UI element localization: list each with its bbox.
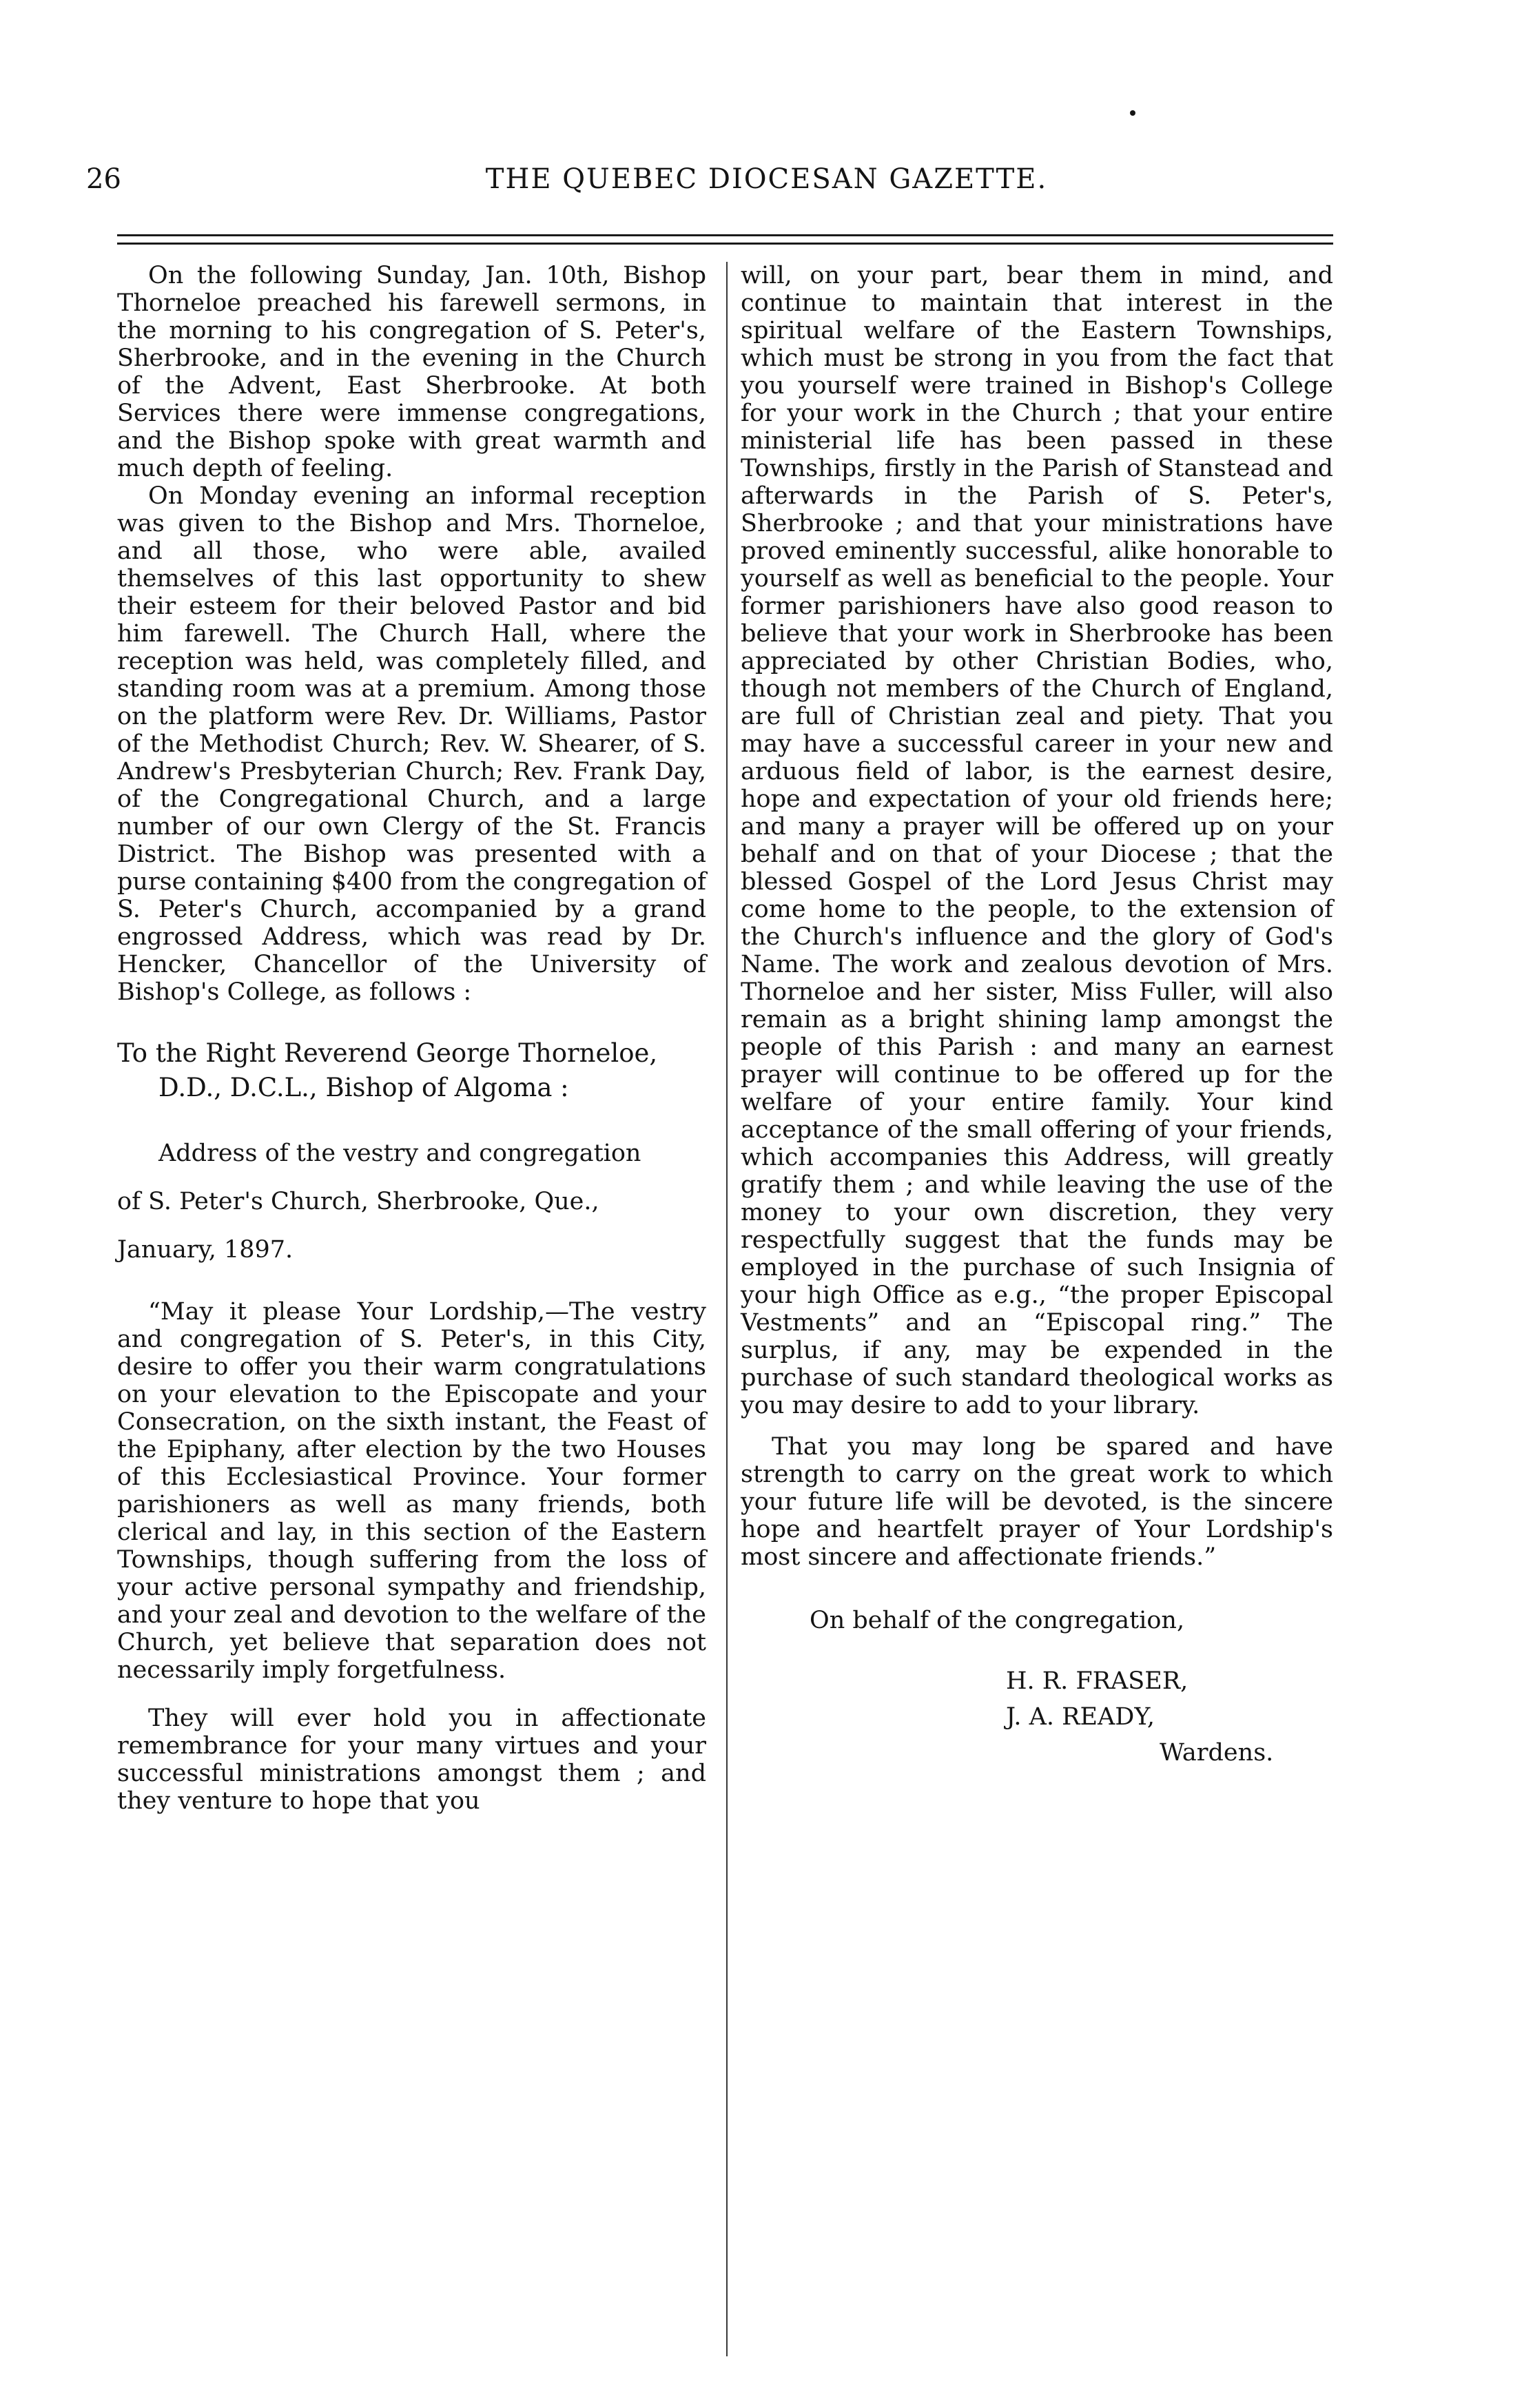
right-column: [741, 262, 1333, 1767]
header-rule-top: [117, 234, 1333, 236]
signoff-line: On behalf of the congregation,: [810, 1607, 1185, 1634]
paragraph-closing-prayer: That you may long be spared and have strength to carry on the great work to which your future life will be devoted, is the sincere hope and heartfelt prayer of Your Lordship's most sincere and affectionate friends.”: [741, 1433, 1333, 1571]
paragraph-sunday-sermons: On the following Sunday, Jan. 10th, Bishop Thorneloe preached his farewell sermons, in the morning to his congregation of S. Peter's, Sherbrooke, and in the evening in the Church of the Advent, East Sherbrooke. At both Services there were immense congregations, and the Bishop spoke with great warmth and much depth of feeling.: [117, 262, 706, 482]
address-recipient-line-2: D.D., D.C.L., Bishop of Algoma :: [158, 1073, 569, 1102]
address-date: January, 1897.: [117, 1236, 294, 1264]
signer-fraser: H. R. FRASER,: [1006, 1667, 1189, 1695]
stray-dot: [1130, 110, 1135, 116]
address-subtitle-line-1: Address of the vestry and congregation: [158, 1140, 641, 1167]
address-recipient-line-1: To the Right Reverend George Thorneloe,: [117, 1038, 658, 1068]
signer-ready: J. A. READY,: [1006, 1703, 1155, 1731]
paragraph-address-opening: “May it please Your Lordship,—The vestry and congregation of S. Peter's, in this City, desire to offer you their warm congratulations on your elevation to the Episcopate and your Consecration, on the sixth instant, the Feast of the Epiphany, after election by the two Houses of this Ecclesiastical Province. Your former parishioners as well as many friends, both clerical and lay, in this section of the Eastern Townships, though suffering from the loss of your active personal sympathy and friendship, and your zeal and devotion to the welfare of the Church, yet believe that separation does not necessarily imply forgetfulness.: [117, 1298, 706, 1684]
running-head: THE QUEBEC DIOCESAN GAZETTE.: [485, 163, 1048, 195]
column-divider: [726, 262, 728, 2356]
page-number: 26: [86, 163, 121, 195]
paragraph-remembrance: They will ever hold you in affectionate remembrance for your many virtues and your successful ministrations amongst them ; and they venture to hope that you: [117, 1705, 706, 1815]
paragraph-address-continued: will, on your part, bear them in mind, and continue to maintain that interest in the spiritual welfare of the Eastern Townships, which must be strong in you from the fact that you yourself were trained in Bishop's College for your work in the Church ; that your entire ministerial life has been passed in these Townships, firstly in the Parish of Stanstead and afterwards in the Parish of S. Peter's, Sherbrooke ; and that your ministrations have proved eminently successful, alike honorable to yourself as well as beneficial to the people. Your former parishioners have also good reason to believe that your work in Sherbrooke has been appreciated by other Christian Bodies, who, though not members of the Church of England, are full of Christian zeal and piety. That you may have a successful career in your new and arduous field of labor, is the earnest desire, hope and expectation of your old friends here; and many a prayer will be offered up on your behalf and on that of your Diocese ; that the blessed Gospel of the Lord Jesus Christ may come home to the people, to the extension of the Church's influence and the glory of God's Name. The work and zealous devotion of Mrs. Thorneloe and her sister, Miss Fuller, will also remain as a bright shining lamp amongst the people of this Parish : and many an earnest prayer will continue to be offered up for the welfare of your entire family. Your kind acceptance of the small offering of your friends, which accompanies this Address, will greatly gratify them ; and while leaving the use of the money to your own discretion, they very respectfully suggest that the funds may be employed in the purchase of such Insignia of your high Office as e.g., “the proper Episcopal Vestments” and an “Episcopal ring.” The surplus, if any, may be expended in the purchase of such standard theological works as you may desire to add to your library.: [741, 262, 1333, 1419]
header-rule-bottom: [117, 243, 1333, 245]
paragraph-reception: On Monday evening an informal reception was given to the Bishop and Mrs. Thorneloe, and all those, who were able, availed themselves of this last opportunity to shew their esteem for their beloved Pastor and bid him farewell. The Church Hall, where the reception was held, was completely filled, and standing room was at a premium. Among those on the platform were Rev. Dr. Williams, Pastor of the Methodist Church; Rev. W. Shearer, of S. Andrew's Presbyterian Church; Rev. Frank Day, of the Congregational Church, and a large number of our own Clergy of the St. Francis District. The Bishop was presented with a purse containing $400 from the congregation of S. Peter's Church, accompanied by a grand engrossed Address, which was read by Dr. Hencker, Chancellor of the University of Bishop's College, as follows :: [117, 482, 706, 1006]
left-column: [117, 262, 706, 1815]
signer-title: Wardens.: [1160, 1739, 1274, 1767]
address-subtitle-line-2: of S. Peter's Church, Sherbrooke, Que.,: [117, 1188, 599, 1215]
